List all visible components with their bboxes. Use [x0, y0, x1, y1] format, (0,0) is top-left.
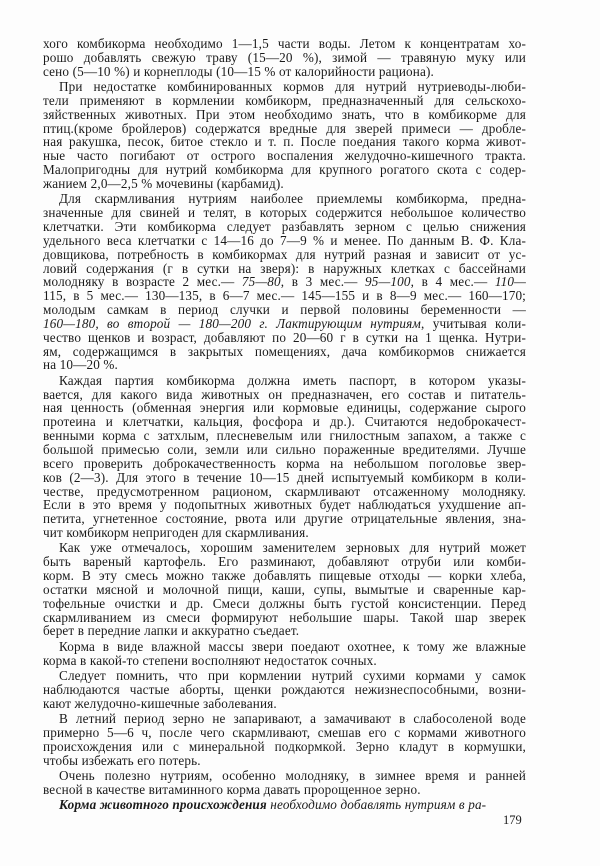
text-run: примерно 5—6 ч, после чего скармливают, смешав его с кормами животного: [43, 724, 526, 740]
page-body: [43, 37, 526, 813]
text-line: [43, 401, 526, 415]
text-run: корма в какой-то степени восполняют недостаток сочных.: [43, 652, 377, 668]
text-line: [43, 726, 526, 740]
text-run: Если в это время у подопытных животных будет наблюдаться ухудшение ап-: [43, 497, 526, 513]
text-run: Следует помнить, что при кормлении нутрий сухими кормами у самок: [59, 667, 526, 683]
paragraph: [43, 669, 526, 711]
text-line: [43, 388, 526, 402]
text-run: венными корма с затхлым, плесневелым или гнилостным запахом, а также с: [43, 428, 526, 444]
text-run: 110—: [494, 274, 526, 290]
text-run: Для скармливания нутриям наиболее приемлемы комбикорма, предна-: [59, 191, 526, 207]
text-run: наблюдаются частые аборты, щенки рождаются нежизнеспособными, возни-: [43, 681, 526, 697]
text-run: зяйственных животных. При этом необходимо знать, что в комбикорме для: [43, 106, 526, 122]
text-line: [43, 289, 526, 303]
text-run: Как уже отмечалось, хорошим заменителем зерновых для нутрий может: [59, 540, 526, 556]
text-line: [43, 541, 526, 555]
text-run: , учитывая коли-: [420, 315, 526, 331]
text-line: [43, 683, 526, 697]
text-run: берет в передние лапки и аккуратно съедает.: [43, 623, 300, 639]
text-line: [43, 611, 526, 625]
text-run: петита, угнетенное состояние, рвота или другие отрицательные явления, зна-: [43, 511, 526, 527]
text-run: чество щенков и возраст, добавляют по 20—60 г в сутки на 1 щенка. Нутри-: [43, 329, 526, 345]
text-run: на 10—20 %.: [43, 357, 118, 373]
text-run: честве, предусмотренном рационом, скармливают отсаженному молодняку.: [43, 483, 526, 499]
text-line: [43, 149, 526, 163]
text-run: Каждая партия комбикорма должна иметь паспорт, в котором указы-: [59, 372, 526, 388]
text-run: Очень полезно нутриям, особенно молодняку, в зимнее время и ранней: [59, 767, 526, 783]
text-run: рошо добавлять свежую траву (15—20 %), зимой — травяную муку или: [43, 49, 526, 65]
text-line: [43, 783, 526, 797]
text-line: [43, 498, 526, 512]
text-line: [43, 429, 526, 443]
text-run: корм. В эту смесь можно также добавлять пищевые отходы — корки хлеба,: [43, 568, 526, 584]
text-run: 160—180, во второй — 180—200 г. Лактирующим нутриям: [43, 315, 421, 331]
text-line: [43, 457, 526, 471]
text-line: [43, 669, 526, 683]
text-line: [43, 331, 526, 345]
text-run: удельного веса клетчатки с 14—16 до 7—9 % и менее. По данным В. Ф. Кла-: [43, 232, 526, 248]
text-run: жанием 2,0—2,5 % мочевины (карбамид).: [43, 175, 284, 191]
text-line: [43, 345, 526, 359]
paragraph: [43, 37, 526, 79]
paragraph: [43, 374, 526, 540]
text-run: , в 4 мес.—: [410, 274, 495, 290]
text-run: всего проверить доброкачественность корма на небольшом поголовье звер-: [43, 455, 526, 471]
text-line: [43, 512, 526, 526]
text-run: 95—100: [365, 274, 411, 290]
text-run: клетчатки. Эти комбикорма следует разбавлять зерном с целью снижения: [43, 218, 526, 234]
text-line: [43, 317, 526, 331]
paragraph: [43, 769, 526, 797]
text-line: [43, 108, 526, 122]
text-run: При недостатке комбинированных кормов для нутрий нутриеводы-люби-: [59, 79, 526, 95]
text-line: [43, 754, 526, 768]
text-run: необходимо добавлять нутриям в ра-: [266, 797, 487, 813]
text-line: [43, 275, 526, 289]
text-run: Корма животного происхождения: [59, 797, 267, 813]
text-run: сено (5—10 %) и корнеплоды (10—15 % от калорийности рациона).: [43, 63, 434, 79]
text-line: [43, 712, 526, 726]
text-run: значенные для свиней и телят, в которых содержится небольшое количество: [43, 205, 526, 221]
text-line: [43, 583, 526, 597]
text-run: весной в качестве витаминного корма давать пророщенное зерно.: [43, 781, 421, 797]
text-run: молодняку в возрасте 2 мес.—: [43, 274, 242, 290]
text-run: ная ценность (обменная энергия или кормовые единицы, содержание сырого: [43, 400, 526, 416]
page-number: 179: [503, 813, 522, 827]
text-line: [43, 248, 526, 262]
text-line: [43, 555, 526, 569]
text-line: [43, 485, 526, 499]
text-line: [43, 654, 526, 668]
text-run: 75—80: [241, 274, 281, 290]
text-line: [43, 569, 526, 583]
text-line: [43, 303, 526, 317]
text-run: довщикова, потребность в комбикормах для нутрий разная и зависит от ус-: [43, 246, 526, 262]
text-run: ловий содержания (г в сутки на зверя): в наружных клетках с бассейнами: [43, 260, 526, 276]
text-line: [43, 220, 526, 234]
text-line: [43, 769, 526, 783]
text-run: протеина и клетчатки, кальция, фосфора и др.). Считаются недоброкачест-: [43, 414, 526, 430]
paragraph: [43, 192, 526, 372]
text-run: Малопригодны для нутрий комбикорма для крупного рогатого скота с содер-: [43, 162, 526, 178]
text-line: [43, 135, 526, 149]
text-line: [43, 597, 526, 611]
text-run: В летний период зерно не запаривают, а замачивают в слабосоленой воде: [59, 711, 526, 726]
text-run: ям, содержащимся в закрытых помещениях, дача комбикормов снижается: [43, 343, 526, 359]
text-run: тофельные очистки и др. Смеси должны быть густой консистенции. Перед: [43, 595, 526, 611]
text-run: вается, для какого вида животных он предназначен, его состав и питатель-: [43, 386, 526, 402]
text-line: [43, 234, 526, 248]
text-run: большой примесью соли, земли или сильно пораженные вредителями. Лучше: [43, 441, 526, 457]
text-line: [43, 177, 526, 191]
text-line: [43, 697, 526, 711]
text-run: 115, в 5 мес.— 130—135, в 6—7 мес.— 145—155 и в 8—9 мес.— 160—170;: [43, 288, 526, 304]
text-line: [43, 471, 526, 485]
text-line: [43, 740, 526, 754]
paragraph: [43, 541, 526, 638]
text-line: [43, 163, 526, 177]
text-line: [43, 51, 526, 65]
text-run: чтобы избежать его потерь.: [43, 752, 201, 768]
text-line: [43, 526, 526, 540]
text-line: [43, 262, 526, 276]
text-run: скармливанием из смеси формируют небольшие шары. Такой шар зверек: [43, 609, 526, 625]
text-line: [43, 37, 526, 51]
paragraph: [43, 712, 526, 767]
text-line: [43, 640, 526, 654]
text-run: птиц.(кроме бройлеров) содержатся вредные для зверей примеси — дробле-: [43, 120, 526, 136]
text-line: [43, 65, 526, 79]
paragraph: [43, 80, 526, 191]
text-line: [43, 206, 526, 220]
text-run: ные часто погибают от острого воспаления желудочно-кишечного тракта.: [43, 148, 526, 164]
paragraph: [43, 798, 526, 812]
text-line: [43, 374, 526, 388]
text-line: [43, 122, 526, 136]
text-run: быть вареный картофель. Его разминают, добавляют отруби или комби-: [43, 554, 526, 570]
text-line: [43, 415, 526, 429]
text-line: [43, 443, 526, 457]
text-run: происхождения или с минеральной подкормкой. Зерно кладут в кормушки,: [43, 738, 526, 754]
text-line: [43, 94, 526, 108]
text-run: молодым самкам в период случки и первой половины беременности —: [43, 302, 526, 318]
text-run: ная ракушка, песок, битое стекло и т. п. После поедания такого корма живот-: [43, 134, 526, 150]
text-run: тели применяют в кормлении комбикорм, предназначенный для сельскохо-: [43, 92, 526, 108]
text-run: ков (2—3). Для этого в течение 10—15 дней испытуемый комбикорм в коли-: [43, 469, 526, 485]
text-run: , в 3 мес.—: [280, 274, 365, 290]
text-run: хого комбикорма необходимо 1—1,5 части воды. Летом к концентратам хо-: [43, 36, 526, 51]
text-line: [43, 80, 526, 94]
text-run: Корма в виде влажной массы звери поедают охотнее, к тому же влажные: [59, 638, 526, 654]
text-run: остатки мясной и молочной пищи, каши, супы, вымытые и сваренные кар-: [43, 581, 526, 597]
text-line: [43, 192, 526, 206]
text-line: [43, 358, 526, 372]
text-run: кают желудочно-кишечные заболевания.: [43, 695, 277, 711]
text-line: [43, 798, 526, 812]
text-line: [43, 624, 526, 638]
paragraph: [43, 640, 526, 668]
text-run: чит комбикорм непригоден для скармливания.: [43, 525, 309, 541]
